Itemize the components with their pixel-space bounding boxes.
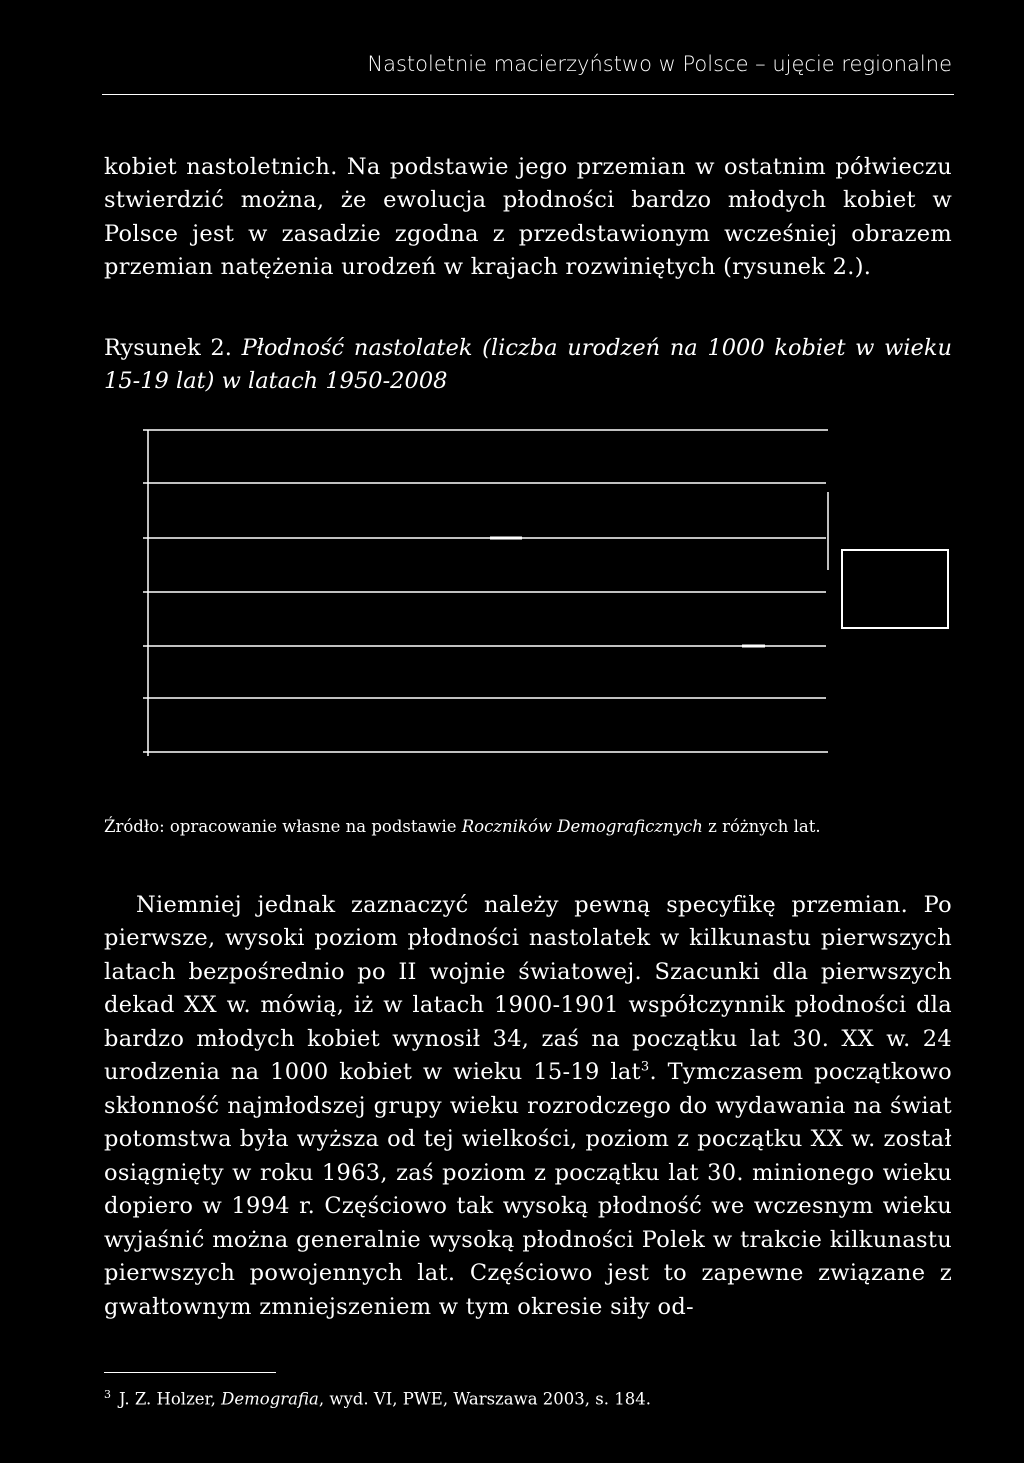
- figure-title: Płodność nastolatek (liczba urodzeń na 1000 kobiet w wieku 15-19 lat) w latach 1950-2008: [104, 335, 952, 394]
- source-prefix: Źródło: opracowanie własne na podstawie: [104, 817, 457, 836]
- footnote-number: 3: [104, 1388, 111, 1401]
- figure-caption: [104, 332, 952, 398]
- gridlines: [143, 430, 828, 756]
- chart-area: [0, 420, 1024, 780]
- header-rule: [102, 94, 954, 95]
- footnote-author: J. Z. Holzer,: [119, 1389, 216, 1409]
- footnote: [104, 1384, 954, 1411]
- source-suffix: z różnych lat.: [708, 817, 821, 836]
- body-paragraph-1: kobiet nastoletnich. Na podstawie jego przemian w ostatnim półwieczu stwierdzić można, że ewolucja płodności bardzo młodych kobiet w Polsce jest w zasadzie zgodna z przedstawionym wcześniej obrazem przemian natężenia urodzeń w krajach rozwiniętych (rysunek 2.).: [104, 153, 952, 280]
- footnote-reference[interactable]: 3: [640, 1059, 650, 1075]
- footnote-title: Demografia: [221, 1389, 319, 1409]
- figure-label: Rysunek 2.: [104, 335, 232, 361]
- source-italic: Roczników Demograficznych: [461, 817, 703, 836]
- running-header: Nastoletnie macierzyństwo w Polsce – ujęcie regionalne: [367, 52, 952, 76]
- figure-source: [104, 816, 964, 838]
- legend-box: [842, 550, 948, 628]
- paragraph2-text-b: . Tymczasem początkowo skłonność najmłodszej grupy wieku rozrodczego do wydawania na świat potomstwa była wyższa od tej wielkości, poziom z początku XX w. został osiągnięty w roku 1963, zaś poziom z początku lat 30. minionego wieku dopiero w 1994 r. Częściowo tak wysoką płodność we wczesnym wieku wyjaśnić można generalnie wysoką płodności Polek w trakcie kilkunastu pierwszych powojennych lat. Częściowo jest to zapewne związane z gwałtownym zmniejszeniem w tym okresie siły od-: [104, 1059, 952, 1320]
- footnote-rest: , wyd. VI, PWE, Warszawa 2003, s. 184.: [318, 1389, 651, 1409]
- body-paragraph-2: [104, 889, 952, 1325]
- paragraph2-text-a: Niemniej jednak zaznaczyć należy pewną specyfikę przemian. Po pierwsze, wysoki poziom płodności nastolatek w kilkunastu pierwszych latach bezpośrednio po II wojnie światowej. Szacunki dla pierwszych dekad XX w. mówią, iż w latach 1900-1901 współczynnik płodności dla bardzo młodych kobiet wynosił 34, zaś na początku lat 30. XX w. 24 urodzenia na 1000 kobiet w wieku 15-19 lat: [104, 891, 952, 1085]
- footnote-rule: [104, 1372, 276, 1373]
